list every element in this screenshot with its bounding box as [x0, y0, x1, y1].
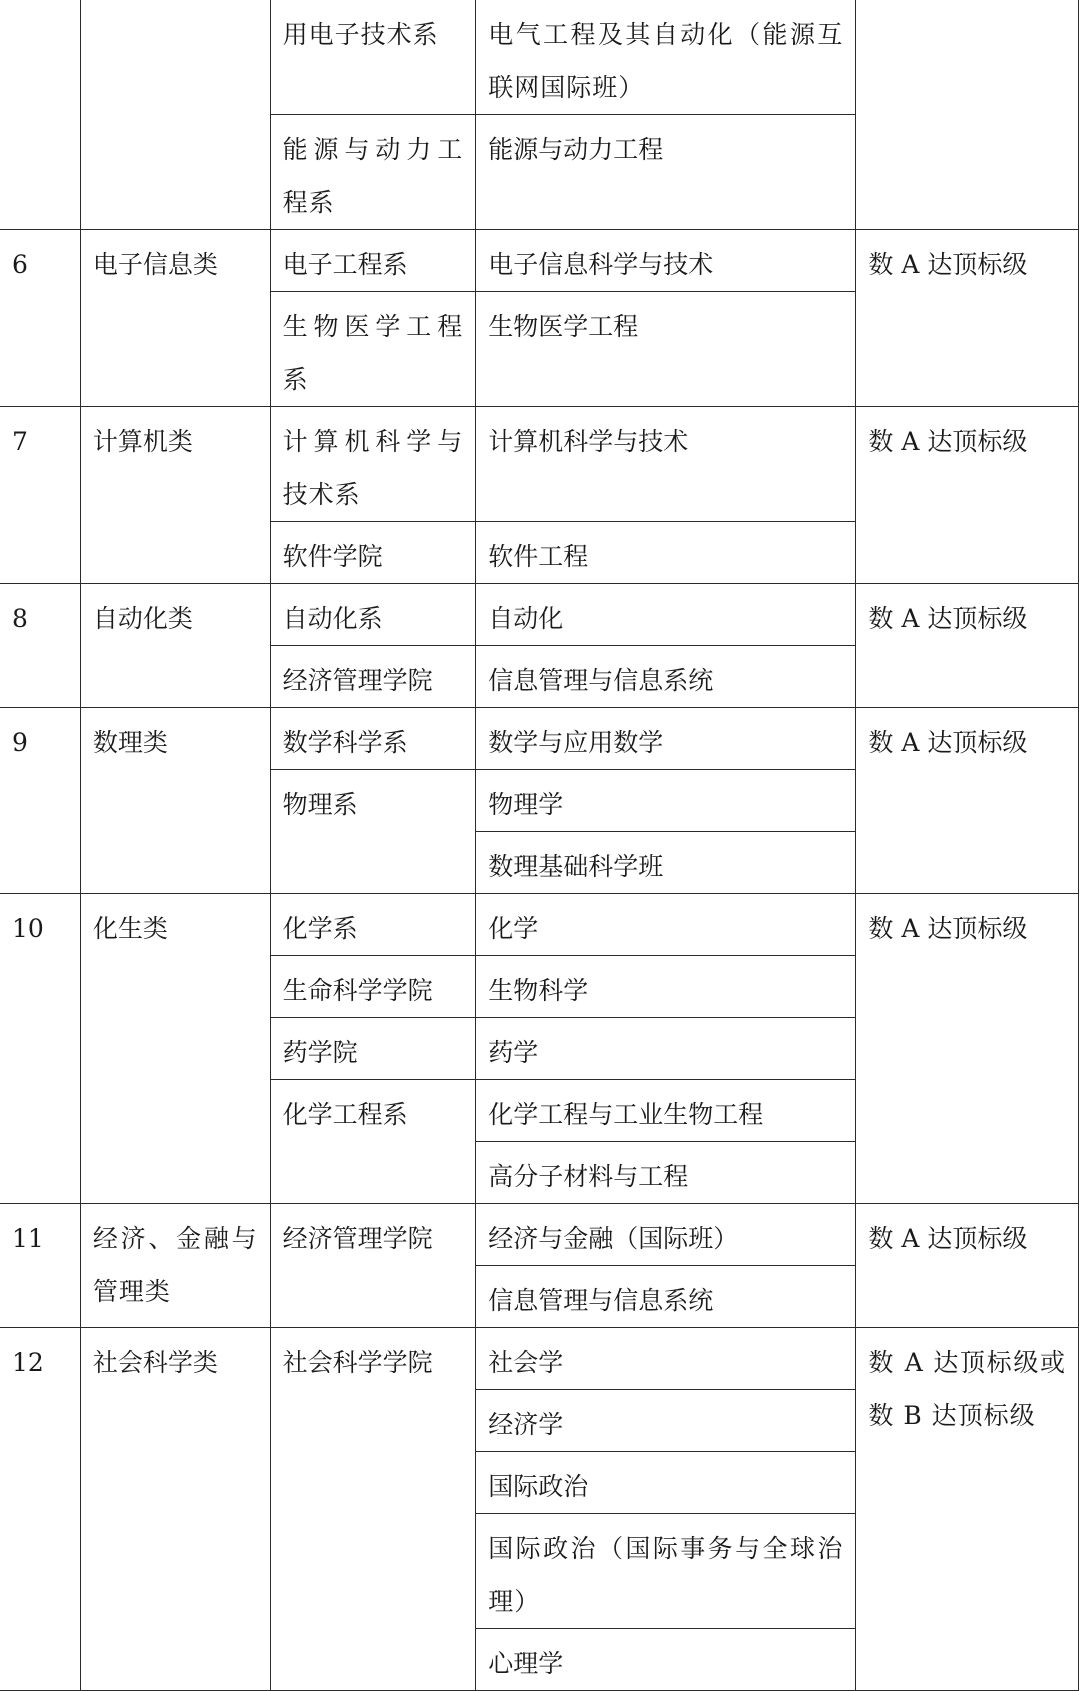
- requirement-cell: [856, 0, 1079, 230]
- table-row: [0, 584, 1079, 646]
- table-row: [0, 0, 1079, 115]
- table-row: [0, 407, 1079, 522]
- major-cell: 数理基础科学班: [476, 832, 856, 894]
- major-cell: 药学: [476, 1018, 856, 1080]
- major-cell: 国际政治（国际事务与全球治理）: [476, 1514, 856, 1629]
- category-cell: 计算机类: [80, 407, 270, 584]
- num-cell: 11: [0, 1204, 80, 1328]
- category-cell: 化生类: [80, 894, 270, 1204]
- num-cell: 7: [0, 407, 80, 584]
- major-cell: 信息管理与信息系统: [476, 1266, 856, 1328]
- major-cell: 高分子材料与工程: [476, 1142, 856, 1204]
- major-cell: 化学: [476, 894, 856, 956]
- num-cell: 10: [0, 894, 80, 1204]
- category-cell: 数理类: [80, 708, 270, 894]
- category-cell: [80, 0, 270, 230]
- num-cell: 12: [0, 1328, 80, 1691]
- requirement-cell: 数 A 达顶标级: [856, 230, 1079, 407]
- major-cell: 计算机科学与技术: [476, 407, 856, 522]
- dept-cell: 药学院: [270, 1018, 476, 1080]
- category-cell: 经济、金融与管理类: [80, 1204, 270, 1328]
- major-cell: 心理学: [476, 1629, 856, 1691]
- num-cell: 9: [0, 708, 80, 894]
- num-cell: 8: [0, 584, 80, 708]
- major-cell: 生物医学工程: [476, 292, 856, 407]
- category-cell: 自动化类: [80, 584, 270, 708]
- dept-cell: 化学工程系: [270, 1080, 476, 1204]
- requirement-cell: 数 A 达顶标级: [856, 1204, 1079, 1328]
- requirement-cell: 数 A 达顶标级: [856, 407, 1079, 584]
- major-cell: 国际政治: [476, 1452, 856, 1514]
- table-row: [0, 230, 1079, 292]
- major-cell: 软件工程: [476, 522, 856, 584]
- major-cell: 物理学: [476, 770, 856, 832]
- dept-cell: 计算机科学与技术系: [270, 407, 476, 522]
- requirement-cell: 数 A 达顶标级: [856, 708, 1079, 894]
- major-cell: 经济与金融（国际班）: [476, 1204, 856, 1266]
- dept-cell: 化学系: [270, 894, 476, 956]
- requirement-cell: 数 A 达顶标级: [856, 584, 1079, 708]
- major-cell: 化学工程与工业生物工程: [476, 1080, 856, 1142]
- dept-cell: 软件学院: [270, 522, 476, 584]
- major-cell: 生物科学: [476, 956, 856, 1018]
- major-cell: 数学与应用数学: [476, 708, 856, 770]
- major-cell: 信息管理与信息系统: [476, 646, 856, 708]
- dept-cell: 生物医学工程系: [270, 292, 476, 407]
- table-row: [0, 1204, 1079, 1266]
- num-cell: 6: [0, 230, 80, 407]
- major-cell: 社会学: [476, 1328, 856, 1390]
- table-row: [0, 894, 1079, 956]
- dept-cell: 用电子技术系: [270, 0, 476, 115]
- table-row: [0, 1328, 1079, 1390]
- major-cell: 电子信息科学与技术: [476, 230, 856, 292]
- dept-cell: 社会科学学院: [270, 1328, 476, 1691]
- category-cell: 社会科学类: [80, 1328, 270, 1691]
- major-cell: 电气工程及其自动化（能源互联网国际班）: [476, 0, 856, 115]
- dept-cell: 物理系: [270, 770, 476, 894]
- major-cell: 经济学: [476, 1390, 856, 1452]
- dept-cell: 经济管理学院: [270, 646, 476, 708]
- num-cell: [0, 0, 80, 230]
- dept-cell: 能源与动力工程系: [270, 115, 476, 230]
- dept-cell: 自动化系: [270, 584, 476, 646]
- dept-cell: 经济管理学院: [270, 1204, 476, 1328]
- table-row: [0, 708, 1079, 770]
- requirement-cell: 数 A 达顶标级: [856, 894, 1079, 1204]
- major-cell: 能源与动力工程: [476, 115, 856, 230]
- category-cell: 电子信息类: [80, 230, 270, 407]
- dept-cell: 生命科学学院: [270, 956, 476, 1018]
- requirement-cell: 数 A 达顶标级或数 B 达顶标级: [856, 1328, 1079, 1691]
- major-cell: 自动化: [476, 584, 856, 646]
- dept-cell: 电子工程系: [270, 230, 476, 292]
- dept-cell: 数学科学系: [270, 708, 476, 770]
